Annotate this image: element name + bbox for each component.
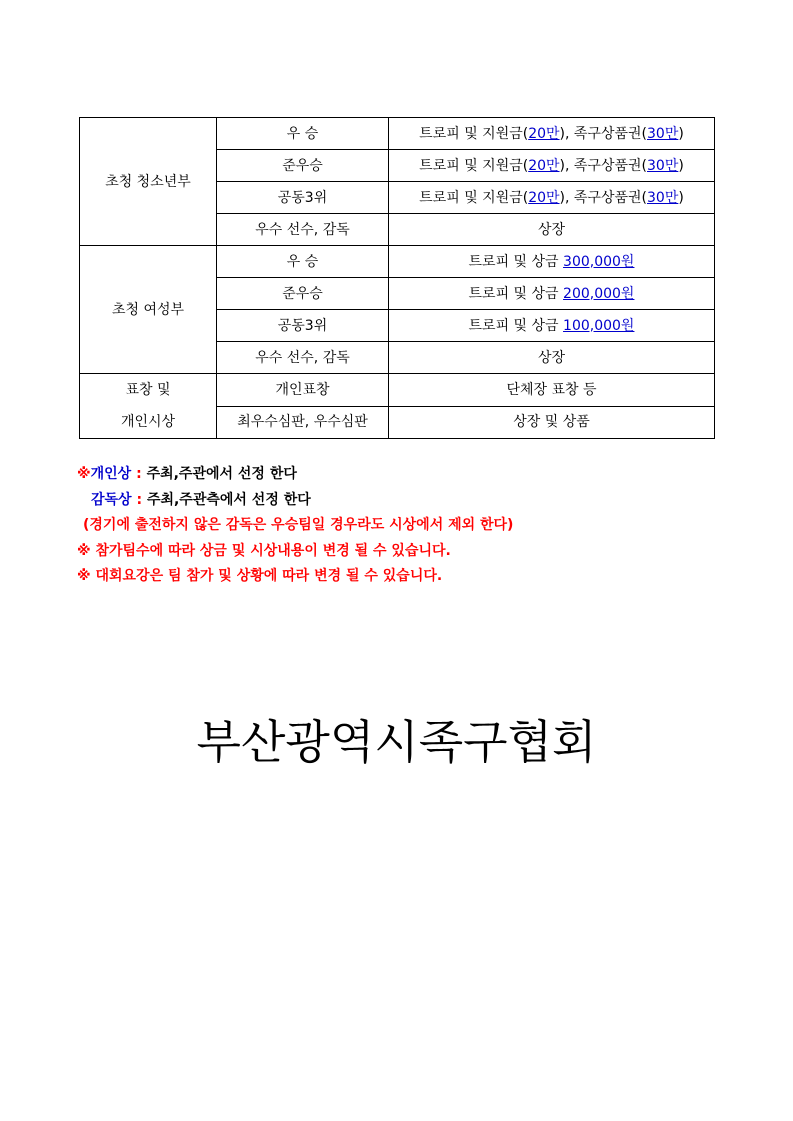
prize-cell: 트로피 및 상금 300,000원: [389, 246, 715, 278]
rank-cell: 준우승: [217, 150, 389, 182]
rank-cell: 우수 선수, 감독: [217, 342, 389, 374]
group-cell-women: 초청 여성부: [80, 246, 217, 374]
prize-cell: 상장: [389, 342, 715, 374]
note-mark: ※: [77, 466, 91, 482]
rank-cell: 우수 선수, 감독: [217, 214, 389, 246]
note-individual-award: ※개인상 : 주최,주관에서 선정 한다: [77, 466, 297, 482]
group-cell-youth: 초청 청소년부: [80, 118, 217, 246]
prize-cell: 트로피 및 지원금(20만), 족구상품권(30만): [389, 150, 715, 182]
rank-cell: 준우승: [217, 278, 389, 310]
rank-cell: 우 승: [217, 246, 389, 278]
note-coach-exclusion: (경기에 출전하지 않은 감독은 우승팀일 경우라도 시상에서 제외 한다): [83, 517, 514, 533]
rank-cell: 공동3위: [217, 310, 389, 342]
prize-cell: 단체장 표창 등: [389, 374, 715, 407]
rank-cell: 공동3위: [217, 182, 389, 214]
rank-cell: 최우수심판, 우수심판: [217, 406, 389, 439]
prize-cell: 상장 및 상품: [389, 406, 715, 439]
notes-section: [77, 462, 737, 590]
rank-cell: 개인표창: [217, 374, 389, 407]
prize-cell: 트로피 및 지원금(20만), 족구상품권(30만): [389, 182, 715, 214]
prize-cell: 트로피 및 지원금(20만), 족구상품권(30만): [389, 118, 715, 150]
group-cell-awards: [80, 374, 217, 439]
note-rules-change: ※ 대회요강은 팀 참가 및 상황에 따라 변경 될 수 있습니다.: [77, 568, 443, 584]
group-awards-line2: 개인시상: [120, 414, 176, 430]
note-prize-change: ※ 참가팀수에 따라 상금 및 시상내용이 변경 될 수 있습니다.: [77, 542, 451, 559]
note-text: 주최,주관측에서 선정 한다: [146, 491, 311, 508]
note-coach-award: 감독상 : 주최,주관측에서 선정 한다: [91, 491, 311, 508]
table-row: [80, 118, 715, 150]
table-row: [80, 374, 715, 407]
note-text: 주최,주관에서 선정 한다: [146, 466, 297, 482]
prize-cell: 트로피 및 상금 100,000원: [389, 310, 715, 342]
organization-name: 부산광역시족구협회: [196, 715, 597, 769]
prize-cell: 상장: [389, 214, 715, 246]
awards-table: [79, 117, 715, 439]
note-label: 개인상: [90, 466, 132, 482]
prize-cell: 트로피 및 상금 200,000원: [389, 278, 715, 310]
table-row: [80, 246, 715, 278]
rank-cell: 우 승: [217, 118, 389, 150]
note-label: 감독상: [91, 491, 132, 508]
group-awards-line1: 표창 및: [125, 382, 171, 398]
